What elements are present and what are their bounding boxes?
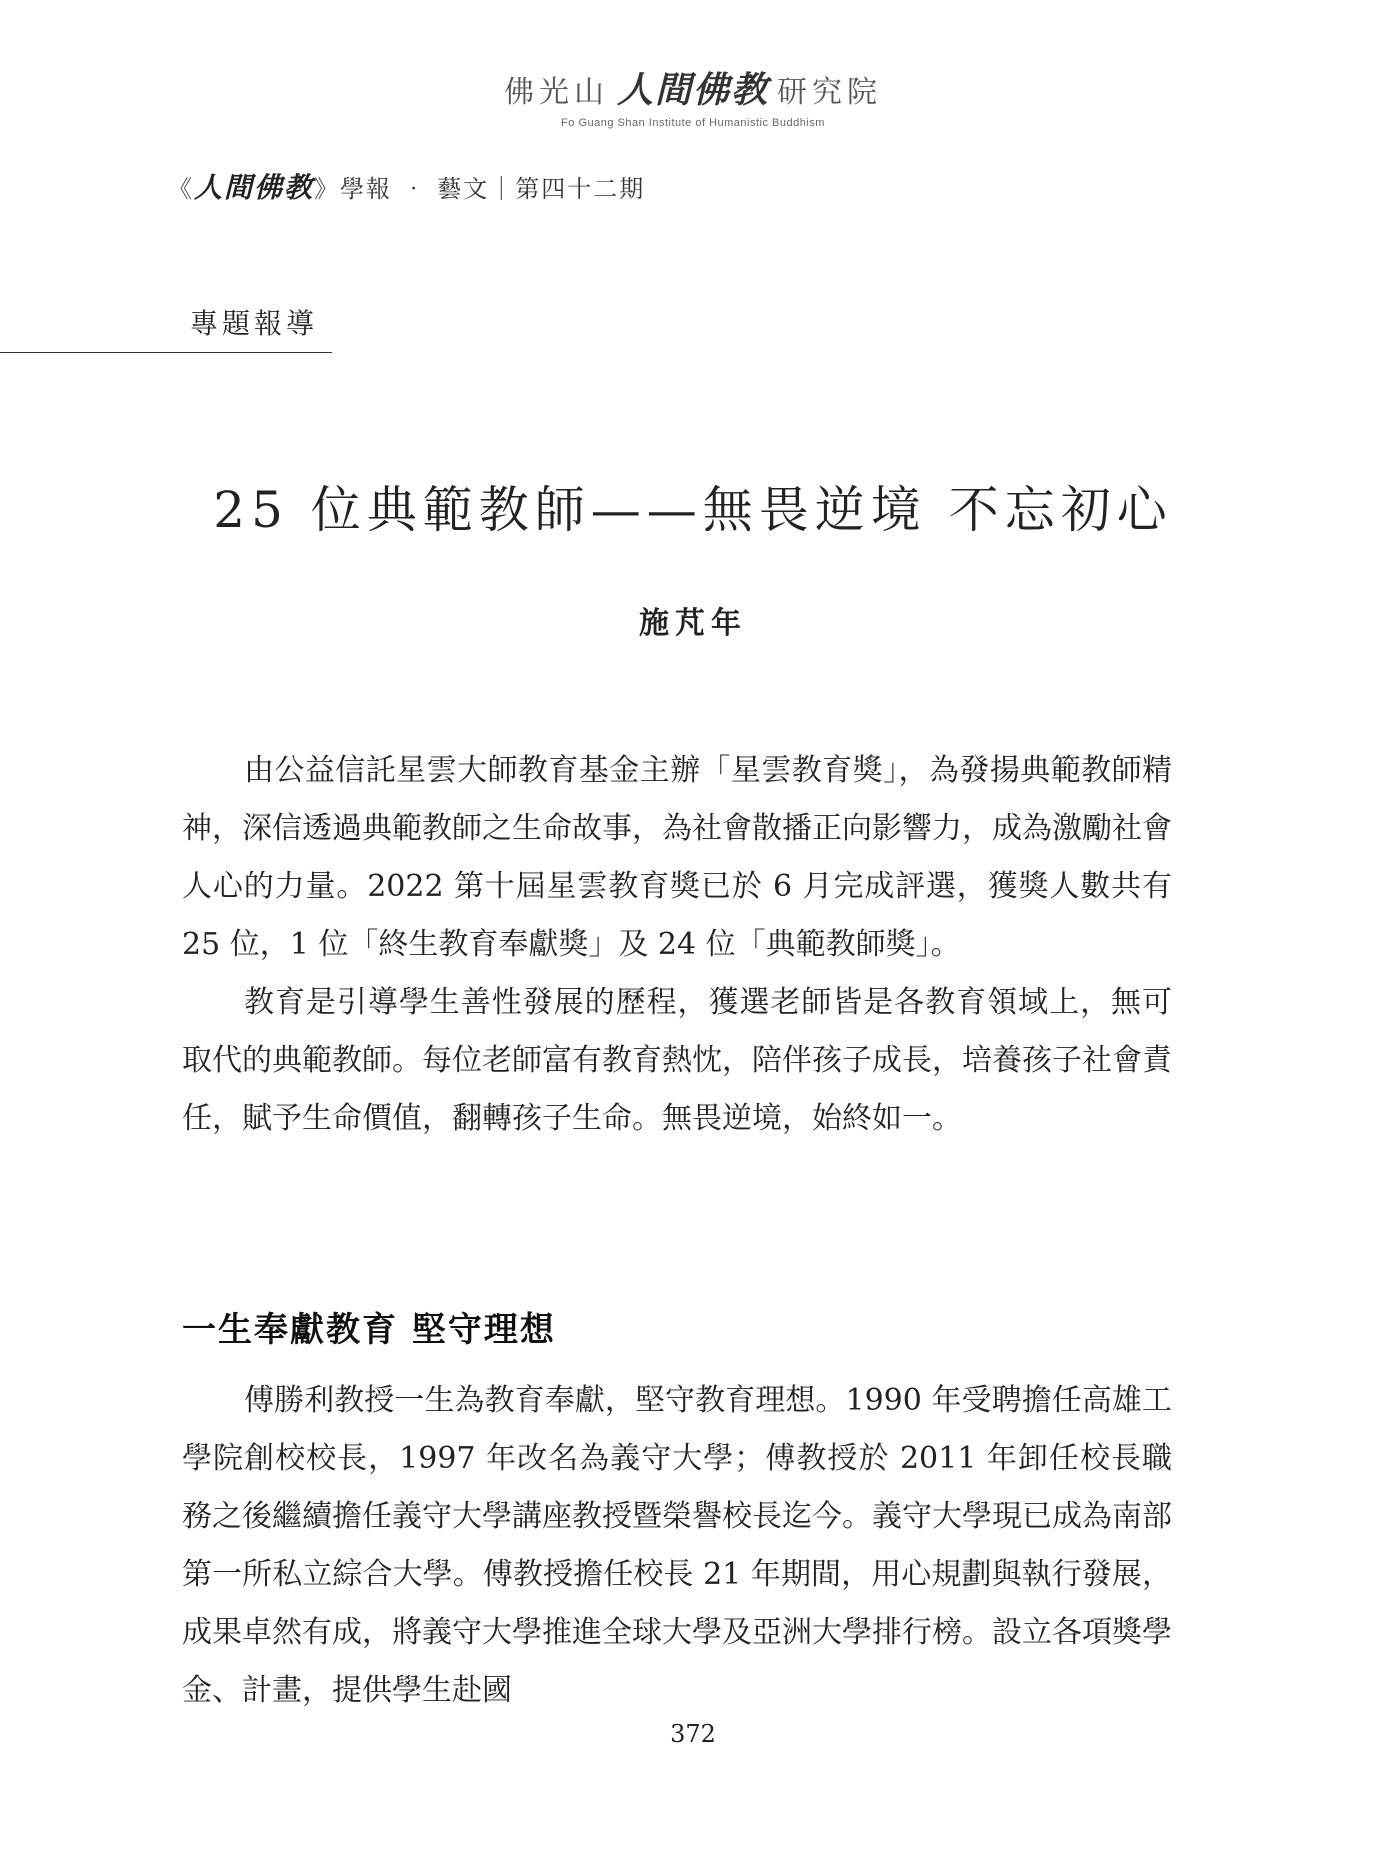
institute-brand-logo: 人間佛教 [616,69,769,111]
institute-english-name: Fo Guang Shan Institute of Humanistic Buddhism [561,117,825,129]
journal-brand-logo: 人間佛教 [194,171,315,204]
paragraph-1: 由公益信託星雲大師教育基金主辦「星雲教育獎」，為發揚典範教師精神，深信透過典範教師之生命故事，為社會散播正向影響力，成為激勵社會人心的力量。2022 第十屆星雲教育獎已於 6 月完成評選，獲獎人數共有 25 位，1 位「終生教育奉獻獎」及 24 位「典範教師獎」。 [182,753,1172,962]
institute-name [0,62,1386,113]
journal-header [168,166,645,206]
subsection-heading: 一生奉獻教育 堅守理想 [182,1310,556,1350]
section-label: 專題報導 [190,307,319,340]
article-author: 施芃年 [639,606,747,641]
institute-name-right: 研究院 [777,75,882,110]
paragraph-2: 教育是引導學生善性發展的歷程，獲選老師皆是各教育領域上，無可取代的典範教師。每位老師富有教育熱忱，陪伴孩子成長，培養孩子社會責任，賦予生命價值，翻轉孩子生命。無畏逆境，始終如一。 [182,985,1172,1136]
page-number: 372 [670,1720,716,1748]
section-divider [0,352,332,353]
intro-body [182,742,1172,1148]
paragraph-3: 傅勝利教授一生為教育奉獻，堅守教育理想。1990 年受聘擔任高雄工學院創校校長，1997 年改名為義守大學；傅教授於 2011 年卸任校長職務之後繼續擔任義守大學講座教授暨榮譽校長迄今。義守大學現已成為南部第一所私立綜合大學。傅教授擔任校長 21 年期間，用心規劃與執行發展，成果卓然有成，將義守大學推進全球大學及亞洲大學排行榜。設立各項獎學金、計畫，提供學生赴國 [182,1383,1172,1708]
institute-header [0,62,1386,129]
subsection [182,1302,1172,1351]
institute-name-left: 佛光山 [503,75,609,110]
journal-issue-info: 》學報 ‧ 藝文｜第四十二期 [314,175,646,203]
journal-open-bracket: 《 [168,175,194,203]
article-title: 25 位典範教師——無畏逆境 不忘初心 [213,481,1173,539]
subsection-body [182,1372,1172,1720]
